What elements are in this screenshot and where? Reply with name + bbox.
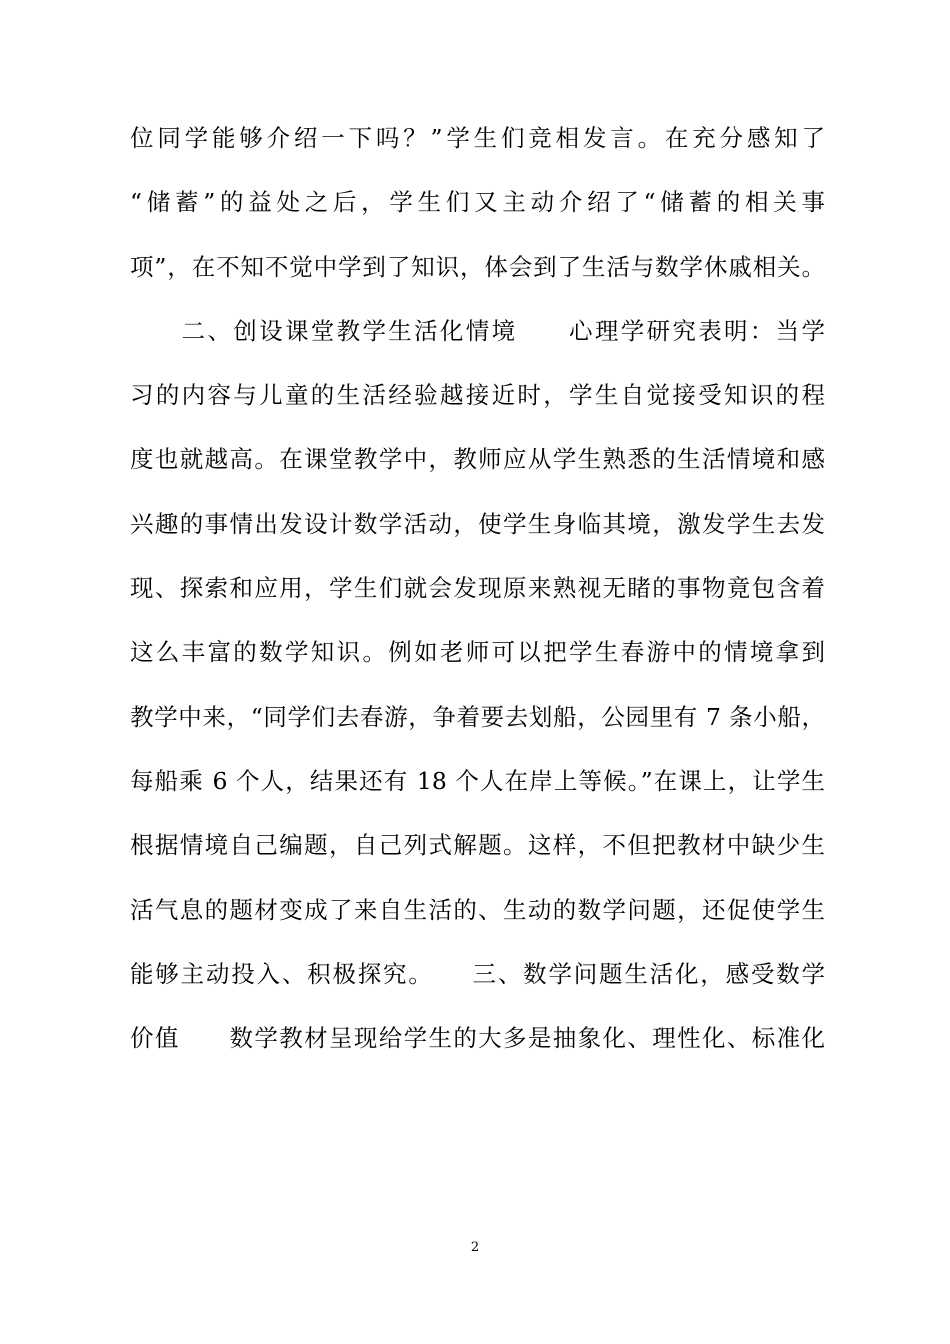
text-line-13: 活气息的题材变成了来自生活的、生动的数学问题，还促使学生 bbox=[130, 895, 825, 924]
page-number: 2 bbox=[470, 1240, 480, 1255]
text-line-6: 度也就越高。在课堂教学中，教师应从学生熟悉的生活情境和感 bbox=[130, 445, 825, 474]
text-line-9: 这么丰富的数学知识。例如老师可以把学生春游中的情境拿到 bbox=[130, 638, 825, 667]
text-line-1: 位同学能够介绍一下吗？”学生们竞相发言。在充分感知了 bbox=[130, 124, 825, 152]
text-line-10: 教学中来，“同学们去春游，争着要去划船，公园里有 7 条小船， bbox=[130, 702, 825, 731]
text-line-14: 能够主动投入、积极探究。 三、数学问题生活化，感受数学 bbox=[130, 959, 825, 988]
text-line-12: 根据情境自己编题，自己列式解题。这样，不但把教材中缺少生 bbox=[130, 831, 825, 860]
text-line-2: “储蓄”的益处之后，学生们又主动介绍了“储蓄的相关事 bbox=[130, 188, 825, 217]
text-line-4: 二、创设课堂教学生活化情境 心理学研究表明：当学 bbox=[130, 316, 825, 345]
text-line-7: 兴趣的事情出发设计数学活动，使学生身临其境，激发学生去发 bbox=[130, 509, 825, 538]
text-line-5: 习的内容与儿童的生活经验越接近时，学生自觉接受知识的程 bbox=[130, 381, 825, 410]
text-line-8: 现、探索和应用，学生们就会发现原来熟视无睹的事物竟包含着 bbox=[130, 574, 825, 603]
text-line-11: 每船乘 6 个人，结果还有 18 个人在岸上等候。”在课上，让学生 bbox=[130, 766, 825, 795]
text-line-15: 价值 数学教材呈现给学生的大多是抽象化、理性化、标准化 bbox=[130, 1024, 825, 1053]
body-text bbox=[130, 118, 825, 1082]
text-line-3: 项”，在不知不觉中学到了知识，体会到了生活与数学休戚相关。 bbox=[130, 252, 825, 281]
